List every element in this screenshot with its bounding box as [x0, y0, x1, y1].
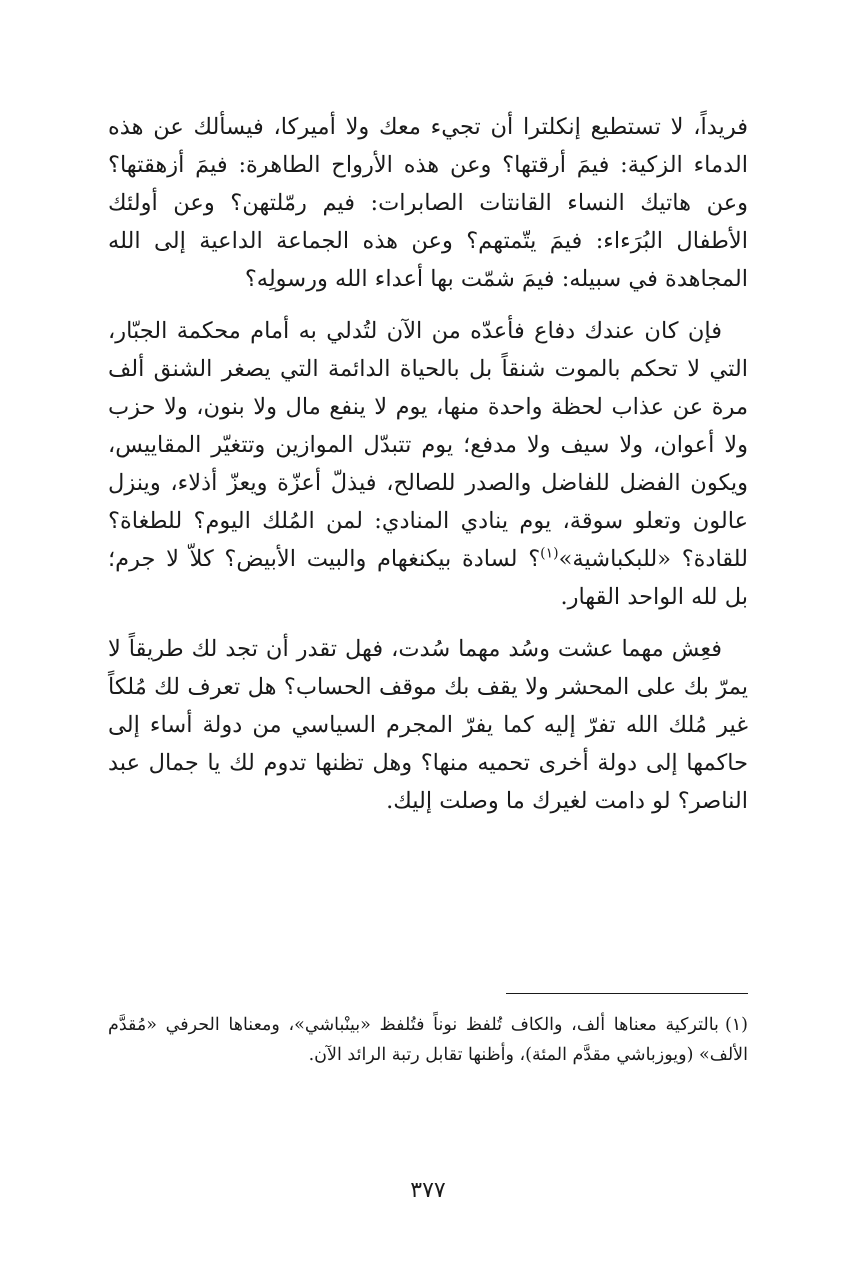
page-body [108, 108, 748, 820]
footnote-text: بالتركية معناها ألف، والكاف تُلفظ نوناً فتُلفظ «بينْباشي»، ومعناها الحرفي «مُقدَّم الألف» (ويوزباشي مقدَّم المئة)، وأظنها تقابل رتبة الرائد الآن. [108, 1015, 748, 1065]
footnote [108, 1010, 748, 1070]
page-number: ٣٧٧ [410, 1178, 446, 1203]
footnote-divider [506, 993, 748, 994]
paragraph-2-text-end: ؟ لسادة بيكنغهام والبيت الأبيض؟ كلاّ لا جرم؛ بل لله الواحد القهار. [108, 546, 748, 610]
paragraph-2-text: فإن كان عندك دفاع فأعدّه من الآن لتُدلي به أمام محكمة الجبّار، التي لا تحكم بالموت شنقاً بل بالحياة الدائمة التي يصغر الشنق ألف مرة عن عذاب لحظة واحدة منها، يوم لا ينفع مال ولا بنون، ولا حزب ولا أعوان، ولا سيف ولا مدفع؛ يوم تتبدّل الموازين وتتغيّر المقاييس، ويكون الفضل للفاضل والصدر للصالح، فيذلّ أعزّة ويعزّ أذلاء، وينزل عالون وتعلو سوقة، يوم ينادي المنادي: لمن المُلك اليوم؟ للطغاة؟ للقادة؟ «للبكباشية» [108, 318, 748, 572]
footnote-mark: (١) [724, 1015, 748, 1035]
paragraph-1: فريداً، لا تستطيع إنكلترا أن تجيء معك ولا أميركا، فيسألك عن هذه الدماء الزكية: فيمَ أرقتها؟ وعن هذه الأرواح الطاهرة: فيمَ أزهقتها؟ وعن هاتيك النساء القانتات الصابرات: فيم رمّلتهن؟ وعن أولئك الأطفال البُرَءاء: فيمَ يتّمتهم؟ وعن هذه الجماعة الداعية إلى الله المجاهدة في سبيله: فيمَ شمّت بها أعداء الله ورسولِه؟ [108, 114, 748, 292]
paragraph-3: فعِش مهما عشت وسُد مهما سُدت، فهل تقدر أن تجد لك طريقاً لا يمرّ بك على المحشر ولا يقف بك موقف الحساب؟ هل تعرف لك مُلكاً غير مُلك الله تفرّ إليه كما يفرّ المجرم السياسي من دولة أساء إلى حاكمها إلى دولة أخرى تحميه منها؟ وهل تظنها تدوم لك يا جمال عبد الناصر؟ لو دامت لغيرك ما وصلت إليك. [108, 636, 748, 814]
footnote-reference[interactable]: (١) [540, 545, 559, 562]
paragraph-2 [108, 312, 748, 616]
